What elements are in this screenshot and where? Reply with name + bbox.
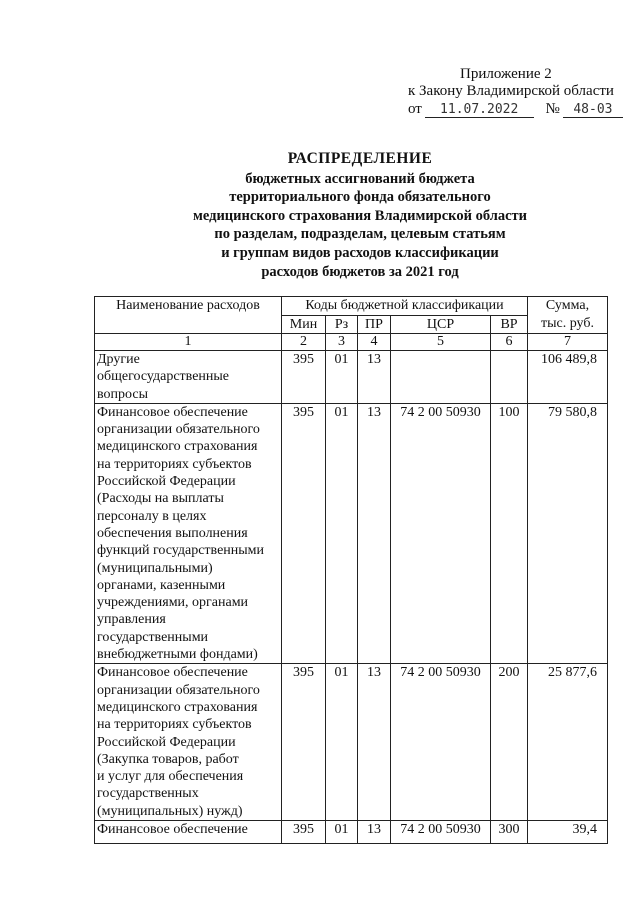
table-row xyxy=(95,664,608,821)
row-min: 395 xyxy=(282,403,326,663)
header-pr: ПР xyxy=(358,315,391,334)
header-csr: ЦСР xyxy=(391,315,491,334)
row-rz: 01 xyxy=(326,403,358,663)
row-pr: 13 xyxy=(358,821,391,844)
row-vr: 200 xyxy=(491,664,528,821)
row-name xyxy=(95,351,282,404)
row-sum: 106 489,8 xyxy=(528,351,608,404)
row-name-line: (муниципальными) xyxy=(97,560,213,576)
row-name-line: и услуг для обеспечения xyxy=(97,769,244,785)
index-cell: 5 xyxy=(391,334,491,351)
row-csr: 74 2 00 50930 xyxy=(391,664,491,821)
row-name-line: органами, казенными xyxy=(97,577,226,593)
row-name-line: государственными xyxy=(97,629,209,645)
row-name-line: медицинского страхования xyxy=(97,699,258,715)
table-header-row xyxy=(95,297,608,316)
title-line: расходов бюджетов за 2021 год xyxy=(261,263,459,280)
row-name xyxy=(95,821,282,844)
row-vr: 100 xyxy=(491,403,528,663)
index-cell: 7 xyxy=(528,334,608,351)
appendix-law-ref: к Закону Владимирской области xyxy=(408,83,614,99)
title-line: и группам видов расходов классификации xyxy=(221,244,499,261)
row-vr xyxy=(491,351,528,404)
index-cell: 2 xyxy=(282,334,326,351)
row-name-line: Другие xyxy=(97,352,140,367)
row-name-line: на территориях субъектов xyxy=(97,456,252,472)
law-date: 11.07.2022 xyxy=(425,102,534,118)
row-rz: 01 xyxy=(326,351,358,404)
row-name-line: обеспечения выполнения xyxy=(97,525,248,541)
row-csr: 74 2 00 50930 xyxy=(391,403,491,663)
header-sum-line2: тыс. руб. xyxy=(541,316,594,331)
index-cell: 1 xyxy=(95,334,282,351)
row-name xyxy=(95,664,282,821)
row-csr xyxy=(391,351,491,404)
row-name-line: Финансовое обеспечение xyxy=(97,822,248,838)
table-row xyxy=(95,403,608,663)
row-name-line: Финансовое обеспечение xyxy=(97,404,248,420)
row-sum: 39,4 xyxy=(528,821,608,844)
row-name-line: персоналу в целях xyxy=(97,508,207,524)
row-name-line: функций государственными xyxy=(97,543,265,559)
law-number: 48-03 xyxy=(563,102,623,118)
header-vr: ВР xyxy=(491,315,528,334)
row-pr: 13 xyxy=(358,351,391,404)
row-name-line: Финансовое обеспечение xyxy=(97,665,248,681)
title-line: территориального фонда обязательного xyxy=(229,189,491,206)
header-codes: Коды бюджетной классификации xyxy=(282,297,528,316)
row-min: 395 xyxy=(282,821,326,844)
row-min: 395 xyxy=(282,664,326,821)
row-name-line: медицинского страхования xyxy=(97,439,258,455)
row-vr: 300 xyxy=(491,821,528,844)
header-sum-line1: Сумма, xyxy=(545,298,590,313)
column-index-row xyxy=(95,334,608,351)
row-name-line: управления xyxy=(97,612,166,628)
row-sum: 79 580,8 xyxy=(528,403,608,663)
row-name-line: на территориях субъектов xyxy=(97,717,252,733)
number-label: № xyxy=(545,101,560,117)
row-name-line: внебюджетными фондами) xyxy=(97,647,258,663)
row-rz: 01 xyxy=(326,821,358,844)
row-name xyxy=(95,403,282,663)
index-cell: 4 xyxy=(358,334,391,351)
row-name-line: (Закупка товаров, работ xyxy=(97,751,239,767)
row-name-line: учреждениями, органами xyxy=(97,595,249,611)
row-name-line: общегосударственные xyxy=(97,369,230,385)
budget-table xyxy=(94,296,608,844)
appendix-title: Приложение 2 xyxy=(460,66,552,82)
row-name-line: организации обязательного xyxy=(97,682,260,698)
appendix-block xyxy=(408,66,623,118)
row-csr: 74 2 00 50930 xyxy=(391,821,491,844)
table-row xyxy=(95,351,608,404)
header-sum xyxy=(528,297,608,334)
document-title xyxy=(150,150,570,281)
title-line: медицинского страхования Владимирской области xyxy=(192,207,528,224)
row-name-line: Российской Федерации xyxy=(97,734,236,750)
row-name-line: вопросы xyxy=(97,386,148,402)
row-pr: 13 xyxy=(358,403,391,663)
title-line: бюджетных ассигнований бюджета xyxy=(245,170,475,187)
index-cell: 6 xyxy=(491,334,528,351)
row-sum: 25 877,6 xyxy=(528,664,608,821)
row-rz: 01 xyxy=(326,664,358,821)
title-line: по разделам, подразделам, целевым статьям xyxy=(214,226,506,243)
row-name-line: Российской Федерации xyxy=(97,474,236,490)
row-name-line: (муниципальных) нужд) xyxy=(97,803,243,819)
from-label: от xyxy=(408,101,422,117)
title-heading: РАСПРЕДЕЛЕНИЕ xyxy=(287,150,433,167)
appendix-date-number xyxy=(408,101,623,118)
row-name-line: организации обязательного xyxy=(97,422,260,438)
table-row xyxy=(95,821,608,844)
row-name-line: государственных xyxy=(97,786,199,802)
header-rz: Рз xyxy=(326,315,358,334)
header-min: Мин xyxy=(282,315,326,334)
index-cell: 3 xyxy=(326,334,358,351)
row-min: 395 xyxy=(282,351,326,404)
header-name: Наименование расходов xyxy=(95,297,282,334)
row-name-line: (Расходы на выплаты xyxy=(97,491,224,507)
row-pr: 13 xyxy=(358,664,391,821)
